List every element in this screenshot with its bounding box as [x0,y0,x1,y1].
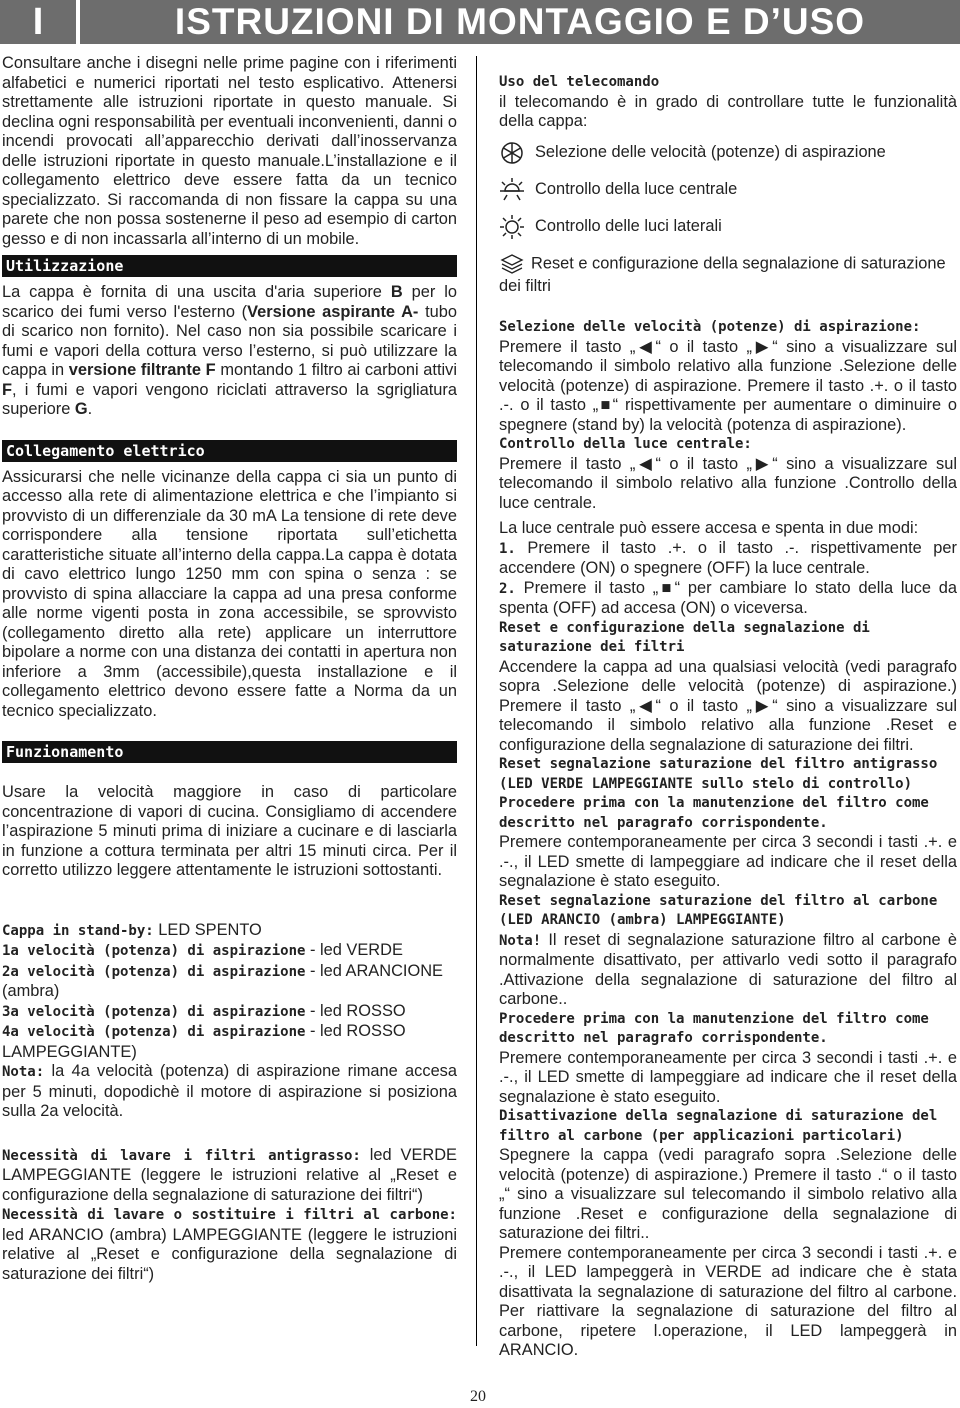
carbon-filter-note: Nota! Il reset di segnalazione saturazione filtro al carbone è normalmente disattivato, per attivarlo vedi sotto il paragrafo .Attivazione della segnalazione di saturazione del filtro al carbone.. [499,930,957,1008]
remote-usage-text: il telecomando è in grado di controllare tutte le funzionalità della cappa: [499,92,957,130]
intro-paragraph: Consultare anche i disegni nelle prime pagine con i riferimenti alfabetici e numerici riportati nel testo esplicativo. Attenersi strettamente alle istruzioni riportate in questo manuale. Si declina ogni responsabilità per eventuali inconvenienti, danni o incendi provocati all’apparecchio derivati dall’inosservanza delle istruzioni riportate in questo manuale.L’installazione e il collegamento elettrico deve essere fatta da un tecnico specializzato. Si raccomanda di non fissare la cappa su una parete che non possa sostenerne il peso ad esempio di carton gesso e di non incassarla all’interno di un mobile. [2,54,457,248]
utilizzazione-paragraph: La cappa è fornita di una uscita d'aria superiore B per lo scarico dei fumi verso l'esterno (Versione aspirante A- tubo di scarico non fornito). Nel caso non sia possibile scaricare i fumi e vapori della cottura verso l’esterno, si può utilizzare la cappa in versione filtrante F montando 1 filtro ai carboni attivi F, i fumi e vapori vengono riciclati attraverso la sgrigliatura superiore G. [2,283,457,418]
carbon-filter-reset-text: Premere contemporaneamente per circa 3 secondi i tasti .+. e .-., il LED smette di lampeggiare ad indicare che il reset della segnalazione è stato eseguito. [499,1048,957,1106]
speed-selection-text: Premere il tasto „◀“ o il tasto „▶“ sino a visualizzare sul telecomando il simbolo relativo alla funzione .Selezione delle velocità (potenze) di aspirazione. Premere il tasto .+. o il tasto .-. o il tasto „■“ rispettivamente per aumentare o diminuire o spegnere (stand by) la velocità (potenza di aspirazione). [499,337,957,434]
central-light-heading: Controllo della luce centrale: [499,436,752,452]
carbon-filter-reset-heading: Reset segnalazione saturazione del filtro al carbone (LED ARANCIO (ambra) LAMPEGGIANTE) [499,892,938,928]
speed-status-list [2,921,457,1122]
filter-carbon-note: Necessità di lavare o sostituire i filtri al carbone: led ARANCIO (ambra) LAMPEGGIANTE (leggere le istruzioni relative al „Reset e configurazione della segnalazione di saturazione dei filtri“) [2,1207,457,1283]
central-light-text: Premere il tasto „◀“ o il tasto „▶“ sino a visualizzare sul telecomando il simbolo relativo alla funzione .Controllo della luce centrale. [499,454,957,512]
central-light-modes: La luce centrale può essere accesa e spenta in due modi: [499,519,919,537]
remote-usage-heading: Uso del telecomando [499,74,660,90]
right-column [499,73,957,1361]
filter-reset-heading: Reset e configurazione della segnalazione di saturazione dei filtri [499,619,870,655]
collegamento-paragraph: Assicurarsi che nelle vicinanze della cappa ci sia un punto di accesso alla rete di alimentazione elettrica e che l’impianto si provvisto di un differenziale da 30 mA La tensione di rete deve corrispondere alla tensione riportata sull’etichetta caratteristiche situate all’interno della cappa.La cappa è dotata di cavo elettrico lungo 1250 mm con spina o senza : se provvisto di spina allacciare la cappa ad una presa conforme alle norme vigenti posta in zona accessibile, se sprovvisto (collegamento diretto alla rete) applicare un interruttore bipolare a norme con una distanza dei contatti in apertura non inferiore a 3mm (accessibile),questa installazione e il collegamento elettrico devono essere fatte a Norma da un tecnico specializzato. [2,467,457,720]
central-light-mode-2: 2. Premere il tasto „■“ per cambiare lo stato della luce da spenta (OFF) ad accesa (ON) o viceversa. [499,578,957,617]
status-item: Cappa in stand-by: LED SPENTO [2,920,262,939]
section-utilizzazione-heading: Utilizzazione [2,255,457,277]
maintenance-note: Procedere prima con la manutenzione del filtro come descritto nel paragrafo corrispondente. [499,1010,929,1046]
remote-function-central-light [499,177,957,203]
section-funzionamento-heading: Funzionamento [2,741,457,763]
filter-wash-note: Necessità di lavare i filtri antigrasso: led VERDE LAMPEGGIANTE (leggere le istruzioni relative al „Reset e configurazione della segnalazione di saturazione dei filtri“) [2,1145,457,1204]
remote-function-label: Reset e configurazione della segnalazione di saturazione dei filtri [499,253,946,295]
language-badge: I [0,0,76,44]
light-icon [499,177,525,203]
fan-icon [499,140,525,166]
page-number: 20 [470,1388,486,1405]
column-divider [476,56,477,1346]
remote-function-fan [499,140,957,166]
central-light-mode-1: 1. Premere il tasto .+. o il tasto .-. rispettivamente per accendere (ON) o spegnere (OFF) la luce centrale. [499,538,957,577]
left-column [2,54,457,1284]
filter-reset-text: Accendere la cappa ad una qualsiasi velocità (vedi paragrafo sopra .Selezione delle velocità (potenze) di aspirazione.) Premere il tasto „◀“ o il tasto „▶“ sino a visualizzare sul telecomando il simbolo relativo alla funzione .Reset e configurazione della segnalazione di saturazione dei filtri. [499,657,957,754]
status-item: 4a velocità (potenza) di aspirazione - led ROSSO LAMPEGGIANTE) [2,1022,406,1061]
remote-function-label: Controllo della luce centrale [535,179,738,198]
status-note: Nota: la 4a velocità (potenza) di aspirazione rimane accesa per 5 minuti, dopodichè il motore di aspirazione si posiziona sulla 2a velocità. [2,1062,457,1120]
filter-icon [499,251,525,277]
carbon-signal-disable-text: Premere contemporaneamente per circa 3 secondi i tasti .+. e .-., il LED lampeggerà in VERDE ad indicare che è stata disattivata la segnalazione di saturazione del filtro al carbone. Per riattivare la segnalazione di saturazione del filtro al carbone, ripetere l.operazione, il LED lampeggerà in ARANCIO. [499,1243,957,1359]
carbon-signal-disable-text: Spegnere la cappa (vedi paragrafo sopra .Selezione delle velocità (potenze) di aspirazione.) Premere il tasto .“ o il tasto „“ sino a visualizzare sul telecomando il simbolo relativo alla funzione .Reset e configurazione della segnalazione di saturazione dei filtri.. [499,1146,957,1242]
page-title: ISTRUZIONI DI MONTAGGIO E D’USO [80,0,960,44]
status-item: 2a velocità (potenza) di aspirazione - led ARANCIONE (ambra) [2,961,443,1000]
grease-filter-reset-text: Premere contemporaneamente per circa 3 secondi i tasti .+. e .-., il LED smette di lampeggiare ad indicare che il reset della segnalazione è stato eseguito. [499,833,957,890]
light-icon [499,214,525,240]
remote-function-side-lights [499,214,957,240]
section-collegamento-heading: Collegamento elettrico [2,440,457,462]
remote-function-filter-reset [499,251,957,297]
maintenance-note: Procedere prima con la manutenzione del filtro come descritto nel paragrafo corrispondente. [499,795,929,831]
status-item: 3a velocità (potenza) di aspirazione - led ROSSO [2,1001,406,1020]
grease-filter-reset-heading: Reset segnalazione saturazione del filtro antigrasso (LED VERDE LAMPEGGIANTE sullo stelo di controllo) [499,756,938,792]
funzionamento-paragraph: Usare la velocità maggiore in caso di particolare concentrazione di vapori di cucina. Consigliamo di accendere l’aspirazione 5 minuti prima di iniziare a cucinare e di lasciarla in funzione a cottura terminata per altri 15 minuti circa. Per il corretto utilizzo leggere attentamente le istruzioni sottostanti. [2,783,457,879]
carbon-signal-disable-heading: Disattivazione della segnalazione di saturazione del filtro al carbone (per applicazioni particolari) [499,1108,938,1144]
remote-function-label: Controllo delle luci laterali [535,216,722,235]
status-item: 1a velocità (potenza) di aspirazione - led VERDE [2,941,403,959]
remote-function-label: Selezione delle velocità (potenze) di aspirazione [535,142,886,161]
speed-selection-heading: Selezione delle velocità (potenze) di aspirazione: [499,319,921,335]
